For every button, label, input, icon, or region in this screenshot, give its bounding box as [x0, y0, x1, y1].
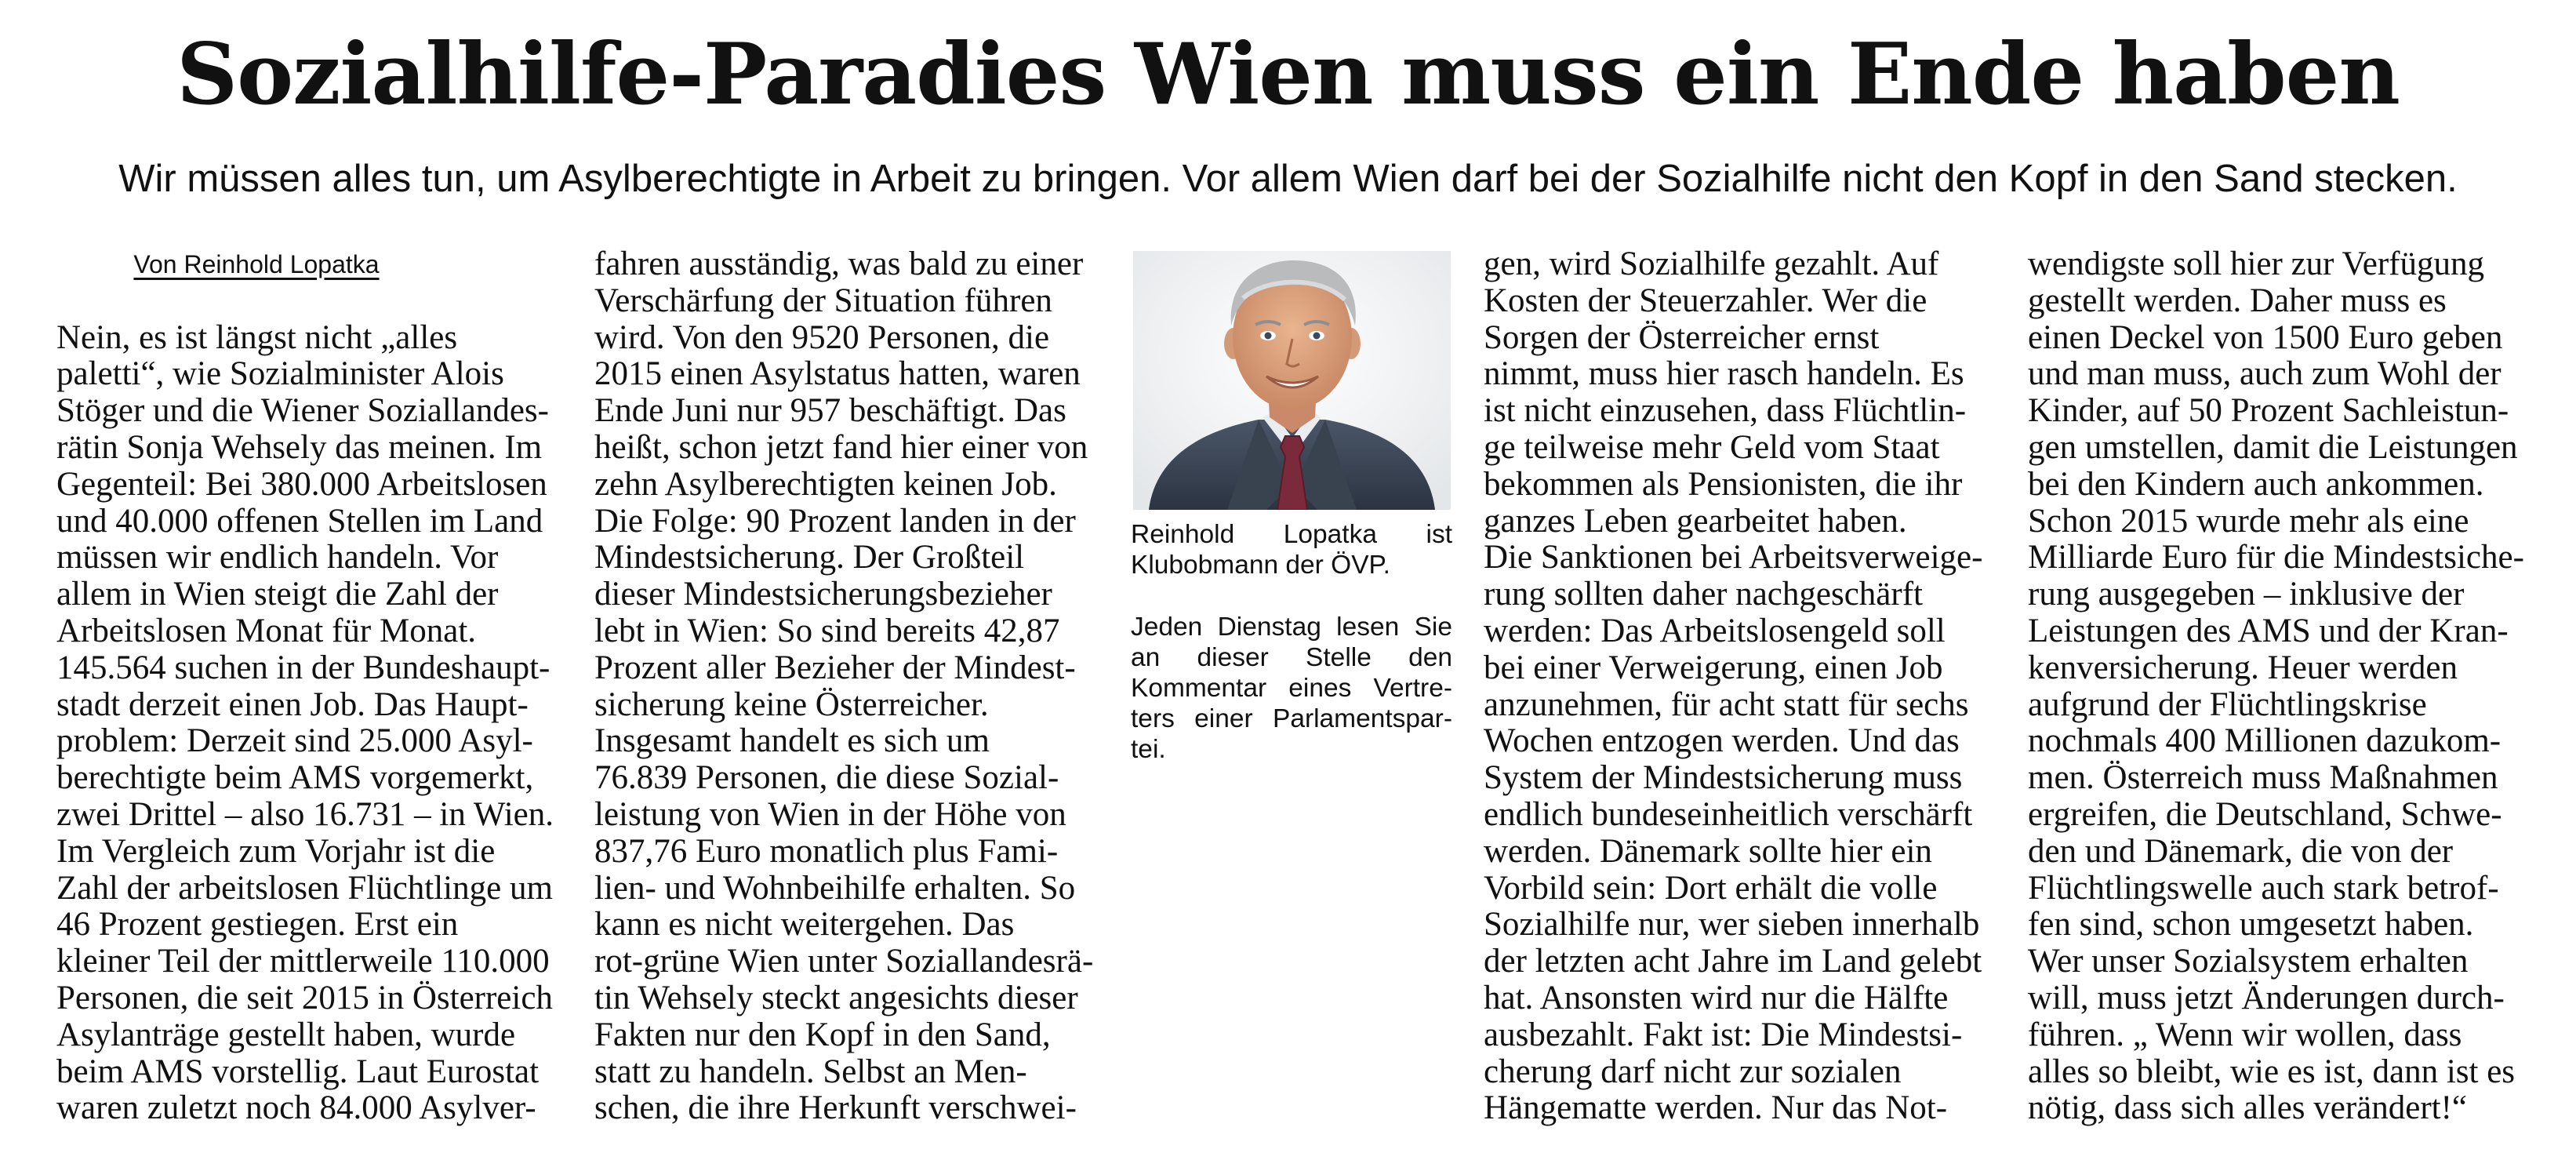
text-line: müssen wir endlich handeln. Vor — [56, 539, 499, 576]
text-line: Die Sanktionen bei Arbeitsverweige- — [1484, 539, 1983, 576]
text-line: Sorgen der Österreicher ernst — [1484, 318, 1880, 356]
text-line: Zahl der arbeitslosen Flüchtlinge um — [56, 869, 553, 907]
text-line: gen umstellen, damit die Leistungen — [2028, 428, 2518, 466]
text-line: nötig, dass sich alles verändert!“ — [2028, 1089, 2468, 1127]
text-line: Kinder, auf 50 Prozent Sachleistun- — [2028, 392, 2509, 430]
text-line: Stöger und die Wiener Soziallandes- — [56, 392, 549, 430]
text-line: 2015 einen Asylstatus hatten, waren — [594, 355, 1081, 393]
text-line: heißt, schon jetzt fand hier einer von — [594, 428, 1088, 466]
text-line: Sozialhilfe nur, wer sieben innerhalb — [1484, 906, 1980, 944]
note-line: Kommentar eines Vertre- — [1131, 674, 1452, 703]
text-line: 145.564 suchen in der Bundeshaupt- — [56, 649, 550, 686]
text-line: nimmt, muss hier rasch handeln. Es — [1484, 355, 1964, 393]
text-line: kann es nicht weitergehen. Das — [594, 906, 1015, 944]
text-line: hat. Ansonsten wird nur die Hälfte — [1484, 979, 1949, 1016]
text-line: ist nicht einzusehen, dass Flüchtlin- — [1484, 392, 1967, 430]
series-note — [1131, 612, 1452, 765]
text-line: Mindestsicherung. Der Großteil — [594, 539, 1025, 576]
text-line: führen. „ Wenn wir wollen, dass — [2028, 1016, 2462, 1053]
text-line: fen sind, schon umgesetzt haben. — [2028, 906, 2474, 944]
text-line: Arbeitslosen Monat für Monat. — [56, 612, 477, 649]
text-line: alles so bleibt, wie es ist, dann ist es — [2028, 1053, 2516, 1090]
text-line: Insgesamt handelt es sich um — [594, 722, 990, 760]
text-line: Asylanträge gestellt haben, wurde — [56, 1016, 516, 1053]
text-line: Leistungen des AMS und der Kran- — [2028, 612, 2509, 649]
text-line: zehn Asylberechtigten keinen Job. — [594, 465, 1057, 503]
text-line: nochmals 400 Millionen dazukom- — [2028, 722, 2502, 760]
text-line: gestellt werden. Daher muss es — [2028, 282, 2447, 319]
text-line: anzunehmen, für acht statt für sechs — [1484, 685, 1969, 723]
text-line: lien- und Wohnbeihilfe erhalten. So — [594, 869, 1076, 907]
text-line: wendigste soll hier zur Verfügung — [2028, 245, 2484, 282]
text-line: Personen, die seit 2015 in Österreich — [56, 979, 553, 1016]
text-line: lebt in Wien: So sind bereits 42,87 — [594, 612, 1060, 649]
text-line: Milliarde Euro für die Mindestsiche- — [2028, 539, 2524, 576]
text-line: der letzten acht Jahre im Land gelebt — [1484, 943, 1982, 980]
text-line: Ende Juni nur 957 beschäftigt. Das — [594, 392, 1066, 430]
text-line: allem in Wien steigt die Zahl der — [56, 576, 499, 613]
note-line: Jeden Dienstag lesen Sie — [1131, 613, 1452, 642]
text-line: ganzes Leben gearbeitet haben. — [1484, 502, 1907, 540]
text-line: statt zu handeln. Selbst an Men- — [594, 1053, 1027, 1090]
text-line: stadt derzeit einen Job. Das Haupt- — [56, 685, 529, 723]
note-line: ters einer Parlamentspar- — [1131, 704, 1452, 733]
article-column-3 — [1484, 246, 1993, 1127]
text-line: waren zuletzt noch 84.000 Asylver- — [56, 1089, 536, 1127]
text-line: Kosten der Steuerzahler. Wer die — [1484, 282, 1927, 319]
text-line: Gegenteil: Bei 380.000 Arbeitslosen — [56, 465, 547, 503]
text-line: paletti“, wie Sozialminister Alois — [56, 355, 504, 393]
caption-line: Reinhold Lopatka ist — [1131, 520, 1452, 549]
text-line: Im Vergleich zum Vorjahr ist die — [56, 832, 496, 870]
article-column-4 — [2028, 246, 2545, 1127]
text-line: werden. Dänemark sollte hier ein — [1484, 832, 1932, 870]
text-line: Vorbild sein: Dort erhält die volle — [1484, 869, 1938, 907]
text-line: ergreifen, die Deutschland, Schwe- — [2028, 795, 2502, 833]
text-line: ausbezahlt. Fakt ist: Die Mindestsi- — [1484, 1016, 1963, 1053]
text-line: 76.839 Personen, die diese Sozial- — [594, 759, 1059, 797]
text-line: schen, die ihre Herkunft verschwei- — [594, 1089, 1077, 1127]
headline: Sozialhilfe-Paradies Wien muss ein Ende haben — [176, 25, 2400, 124]
text-line: fahren ausständig, was bald zu einer — [594, 245, 1084, 282]
text-line: beim AMS vorstellig. Laut Eurostat — [56, 1053, 540, 1090]
author-photo — [1133, 251, 1451, 510]
text-line: werden: Das Arbeitslosengeld soll — [1484, 612, 1946, 649]
text-line: Flüchtlingswelle auch stark betrof- — [2028, 869, 2499, 907]
article-column-1 — [56, 246, 558, 1127]
text-line: kleiner Teil der mittlerweile 110.000 — [56, 943, 550, 980]
column-spacer — [56, 283, 558, 320]
text-line: Wer unser Sozialsystem erhalten — [2028, 943, 2469, 980]
photo-caption — [1131, 519, 1452, 580]
text-line: Die Folge: 90 Prozent landen in der — [594, 502, 1076, 540]
text-line: Hängematte werden. Nur das Not- — [1484, 1089, 1948, 1127]
text-line: wird. Von den 9520 Personen, die — [594, 318, 1050, 356]
text-line: tin Wehsely steckt angesichts dieser — [594, 979, 1078, 1016]
text-line: men. Österreich muss Maßnahmen — [2028, 759, 2498, 797]
text-line: Wochen entzogen werden. Und das — [1484, 722, 1960, 760]
caption-line: Klubobmann der ÖVP. — [1131, 551, 1390, 580]
portrait-icon — [1133, 251, 1451, 510]
text-line: rätin Sonja Wehsely das meinen. Im — [56, 428, 543, 466]
text-line: cherung darf nicht zur sozialen — [1484, 1053, 1902, 1090]
text-line: rung sollten daher nachgeschärft — [1484, 576, 1923, 613]
text-line: berechtigte beim AMS vorgemerkt, — [56, 759, 534, 797]
text-line: dieser Mindestsicherungsbezieher — [594, 576, 1052, 613]
text-line: bei einer Verweigerung, einen Job — [1484, 649, 1943, 686]
text-line: System der Mindestsicherung muss — [1484, 759, 1963, 797]
column-text — [594, 246, 1112, 1127]
text-line: Schon 2015 wurde mehr als eine — [2028, 502, 2469, 540]
text-line: einen Deckel von 1500 Euro geben — [2028, 318, 2503, 356]
column-text — [56, 320, 558, 1128]
text-line: gen, wird Sozialhilfe gezahlt. Auf — [1484, 245, 1939, 282]
byline[interactable]: Von Reinhold Lopatka — [133, 250, 380, 278]
text-line: ge teilweise mehr Geld vom Staat — [1484, 428, 1940, 466]
text-line: endlich bundeseinheitlich verschärft — [1484, 795, 1973, 833]
note-line: tei. — [1131, 735, 1166, 764]
text-line: Nein, es ist längst nicht „alles — [56, 318, 458, 356]
text-line: 837,76 Euro monatlich plus Fami- — [594, 832, 1059, 870]
column-text — [1484, 246, 1993, 1127]
text-line: bekommen als Pensionisten, die ihr — [1484, 465, 1963, 503]
column-text — [2028, 246, 2545, 1127]
text-line: und 40.000 offenen Stellen im Land — [56, 502, 543, 540]
text-line: Fakten nur den Kopf in den Sand, — [594, 1016, 1051, 1053]
text-line: problem: Derzeit sind 25.000 Asyl- — [56, 722, 533, 760]
article-column-2 — [594, 246, 1112, 1127]
text-line: sicherung keine Österreicher. — [594, 685, 989, 723]
text-line: den und Dänemark, die von der — [2028, 832, 2454, 870]
text-line: rung ausgegeben – inklusive der — [2028, 576, 2465, 613]
text-line: kenversicherung. Heuer werden — [2028, 649, 2458, 686]
text-line: aufgrund der Flüchtlingskrise — [2028, 685, 2427, 723]
text-line: Prozent aller Bezieher der Mindest- — [594, 649, 1076, 686]
text-line: bei den Kindern auch ankommen. — [2028, 465, 2484, 503]
note-line: an dieser Stelle den — [1131, 643, 1452, 672]
text-line: zwei Drittel – also 16.731 – in Wien. — [56, 795, 554, 833]
text-line: will, muss jetzt Änderungen durch- — [2028, 979, 2505, 1016]
text-line: 46 Prozent gestiegen. Erst ein — [56, 906, 459, 944]
subheadline: Wir müssen alles tun, um Asylberechtigte in Arbeit zu bringen. Vor allem Wien darf bei der Sozialhilfe nicht den Kopf in den Sand stecken. — [118, 158, 2458, 200]
text-line: Verschärfung der Situation führen — [594, 282, 1052, 319]
text-line: rot-grüne Wien unter Soziallandesrä- — [594, 943, 1094, 980]
text-line: leistung von Wien in der Höhe von — [594, 795, 1066, 833]
text-line: und man muss, auch zum Wohl der — [2028, 355, 2502, 393]
